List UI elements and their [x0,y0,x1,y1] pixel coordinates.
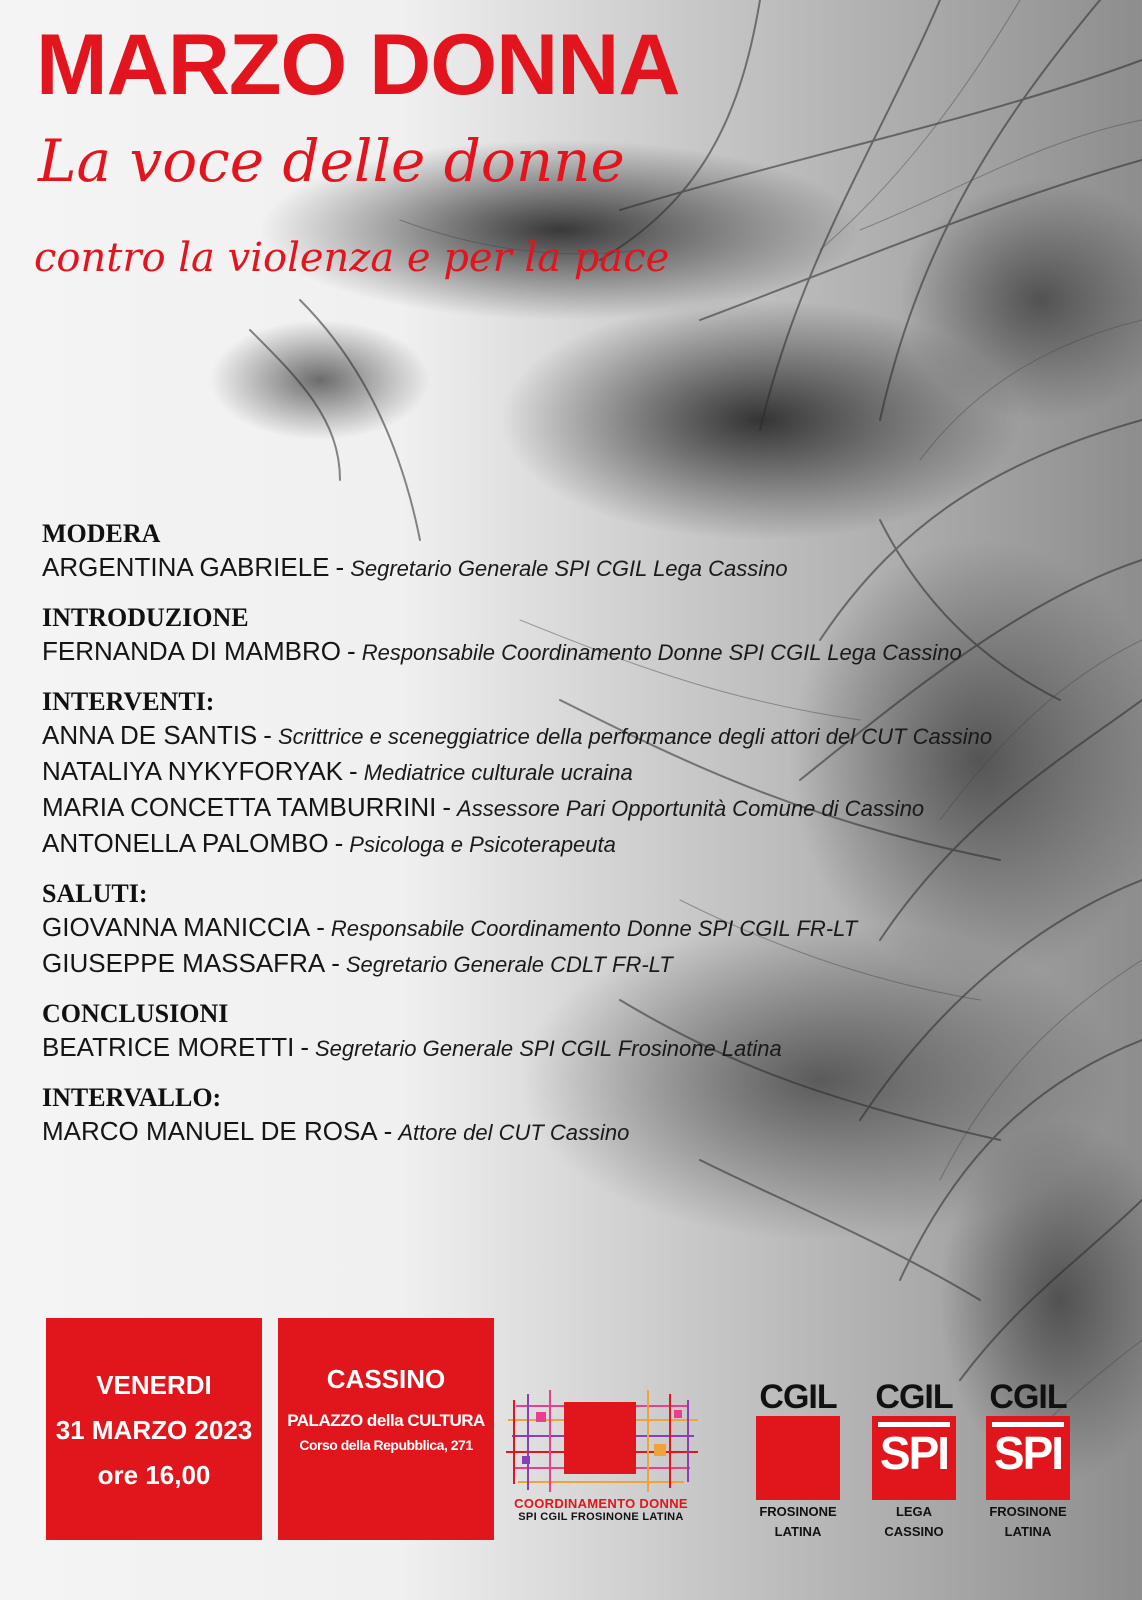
separator: - [263,720,272,750]
speaker-entry [42,826,1132,862]
speaker-role: Segretario Generale SPI CGIL Lega Cassino [350,556,788,581]
cgil-square-icon [756,1416,840,1500]
separator: - [383,1116,393,1146]
event-city: CASSINO [326,1364,446,1394]
speaker-entry [42,718,1132,754]
speaker-role: Psicologa e Psicoterapeuta [349,832,616,857]
speaker-entry [42,1114,1132,1150]
spi-square-icon [872,1416,956,1500]
speaker-role: Responsabile Coordinamento Donne SPI CGIL Lega Cassino [361,640,962,665]
section-heading: INTERVALLO: [42,1083,222,1112]
event-date: 31 MARZO 2023 [55,1415,253,1445]
logo-caption-2: CASSINO [884,1524,944,1539]
separator: - [300,1032,309,1062]
spi-mark-text: SPI [993,1427,1063,1479]
speaker-name: MARCO MANUEL DE ROSA [42,1116,378,1146]
speaker-entry [42,634,1132,670]
section-heading: INTRODUZIONE [42,603,249,632]
separator: - [349,756,358,786]
poster-title: MARZO DONNA [36,17,680,113]
section-heading: MODERA [42,519,161,548]
speaker-name: NATALIYA NYKYFORYAK [42,756,344,786]
separator: - [347,636,356,666]
event-address: Corso della Repubblica, 271 [299,1437,473,1453]
spi-square-icon [986,1416,1070,1500]
event-time: ore 16,00 [97,1460,211,1490]
speaker-name: ANNA DE SANTIS [42,720,258,750]
logo-caption-1: LEGA [895,1504,933,1519]
coordinamento-donne-logo [498,1386,704,1523]
section-heading: SALUTI: [42,879,148,908]
section-interventi [42,686,1132,862]
speaker-name: ARGENTINA GABRIELE [42,552,330,582]
speaker-entry [42,1030,1132,1066]
speaker-name: MARIA CONCETTA TAMBURRINI [42,792,437,822]
event-date-box [46,1318,262,1540]
section-conclusioni [42,998,1132,1066]
coordinamento-mark-icon [498,1386,704,1494]
section-heading: CONCLUSIONI [42,999,229,1028]
separator: - [331,948,340,978]
logo-caption-1: FROSINONE [759,1504,837,1519]
section-introduzione [42,602,1132,670]
speaker-role: Assessore Pari Opportunità Comune di Cassino [457,796,925,821]
speaker-role: Attore del CUT Cassino [398,1120,630,1145]
spi-cgil-lega-cassino-logo [868,1380,960,1540]
speaker-name: ANTONELLA PALOMBO [42,828,329,858]
cgil-frosinone-latina-logo [752,1380,844,1540]
event-venue: PALAZZO della CULTURA [287,1411,485,1430]
section-heading: INTERVENTI: [42,687,215,716]
coordinamento-title: COORDINAMENTO DONNE [514,1496,688,1511]
speaker-name: GIUSEPPE MASSAFRA [42,948,326,978]
event-day: VENERDI [96,1370,212,1400]
spi-mark-text: SPI [879,1427,949,1479]
speaker-role: Segretario Generale CDLT FR-LT [345,952,673,977]
program-list [42,518,1132,1166]
speaker-entry [42,910,1132,946]
section-saluti [42,878,1132,982]
logo-caption-2: LATINA [1004,1524,1052,1539]
speaker-entry [42,754,1132,790]
speaker-name: GIOVANNA MANICCIA [42,912,311,942]
logo-caption-2: LATINA [774,1524,822,1539]
section-modera [42,518,1132,586]
separator: - [335,552,345,582]
speaker-role: Segretario Generale SPI CGIL Frosinone Latina [314,1036,782,1061]
speaker-role: Responsabile Coordinamento Donne SPI CGIL FR-LT [330,916,858,941]
subtitle-line-1: La voce delle donne [38,127,625,195]
spi-cgil-frosinone-latina-logo [982,1380,1074,1540]
logo-brand: CGIL [989,1378,1067,1416]
logo-brand: CGIL [759,1378,837,1416]
event-location-box [278,1318,494,1540]
separator: - [442,792,452,822]
speaker-name: BEATRICE MORETTI [42,1032,295,1062]
speaker-name: FERNANDA DI MAMBRO [42,636,342,666]
speaker-role: Scrittrice e sceneggiatrice della performance degli attori del CUT Cassino [277,724,993,749]
separator: - [316,912,325,942]
subtitle-line-2: contro la violenza e per la pace [34,235,670,281]
speaker-role: Mediatrice culturale ucraina [363,760,633,785]
separator: - [334,828,344,858]
section-intervallo [42,1082,1132,1150]
speaker-entry [42,790,1132,826]
logo-caption-1: FROSINONE [989,1504,1067,1519]
logo-brand: CGIL [875,1378,953,1416]
coordinamento-subtitle: SPI CGIL FROSINONE LATINA [518,1511,684,1523]
speaker-entry [42,550,1132,586]
speaker-entry [42,946,1132,982]
